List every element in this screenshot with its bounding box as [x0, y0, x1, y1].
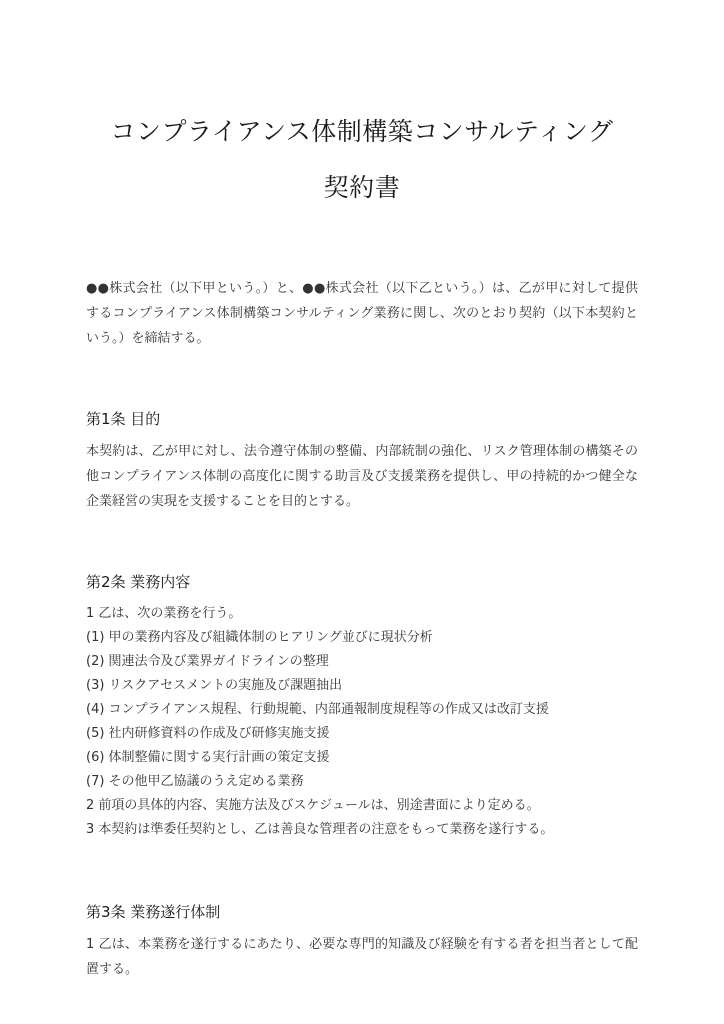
list-item: (4) コンプライアンス規程、行動規範、内部通報制度規程等の作成又は改訂支援	[86, 702, 549, 717]
article-1-section	[86, 351, 638, 514]
list-item: (2) 関連法令及び業界ガイドラインの整理	[86, 654, 329, 669]
list-item: (1) 甲の業務内容及び組織体制のヒアリング並びに現状分析	[86, 630, 433, 645]
document-title	[86, 0, 638, 216]
article-1-heading: 第1条 目的	[86, 410, 161, 428]
article-2-paragraph-1: 1 乙は、次の業務を行う。	[86, 606, 242, 621]
article-1-body: 本契約は、乙が甲に対し、法令遵守体制の整備、内部統制の強化、リスク管理体制の構築その他コンプライアンス体制の高度化に関する助言及び支援業務を提供し、甲の持続的かつ健全な企業経営の実現を支援することを目的とする。	[86, 444, 638, 509]
list-item: (7) その他甲乙協議のうえ定める業務	[86, 774, 304, 789]
article-2-paragraph-2: 2 前項の具体的内容、実施方法及びスケジュールは、別途書面により定める。	[86, 798, 540, 813]
document-title-line-2: 契約書	[323, 173, 401, 202]
list-item: (6) 体制整備に関する実行計画の策定支援	[86, 750, 330, 765]
article-3-section	[86, 842, 638, 982]
article-2-item-list	[86, 626, 638, 794]
article-3-heading: 第3条 業務遂行体制	[86, 903, 221, 921]
list-item: (5) 社内研修資料の作成及び研修実施支援	[86, 726, 330, 741]
article-2-paragraph-3: 3 本契約は準委任契約とし、乙は善良な管理者の注意をもって業務を遂行する。	[86, 822, 554, 837]
document-content	[86, 0, 638, 982]
article-2-heading: 第2条 業務内容	[86, 573, 191, 591]
list-item: (3) リスクアセスメントの実施及び課題抽出	[86, 678, 343, 693]
preamble-paragraph: ●●株式会社（以下甲という。）と、●●株式会社（以下乙という。）は、乙が甲に対して提供するコンプライアンス体制構築コンサルティング業務に関し、次のとおり契約（以下本契約という。）を締結する。	[86, 281, 638, 346]
document-title-line-1: コンプライアンス体制構築コンサルティング	[110, 117, 614, 146]
article-3-paragraph-1: 1 乙は、本業務を遂行するにあたり、必要な専門的知識及び経験を有する者を担当者として配置する。	[86, 937, 638, 977]
article-2-section	[86, 514, 638, 842]
